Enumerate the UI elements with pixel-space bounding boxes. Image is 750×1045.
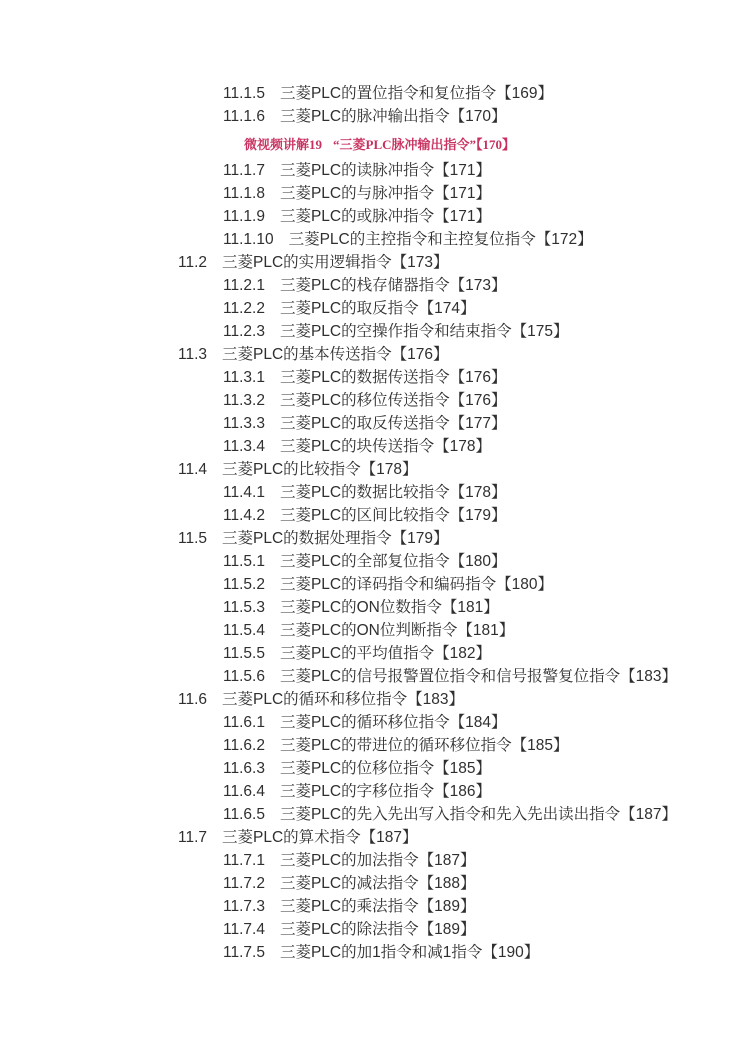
toc-entry <box>0 734 750 757</box>
video-note-entry <box>0 133 750 156</box>
toc-entry <box>0 435 750 458</box>
toc-entry-number: 11.5.2 <box>223 576 265 593</box>
toc-entry <box>0 849 750 872</box>
toc-entry <box>0 320 750 343</box>
toc-entry-number: 11.4.2 <box>223 507 265 524</box>
toc-entry-title: 三菱PLC的基本传送指令【176】 <box>222 346 449 363</box>
toc-entry-title: 三菱PLC的数据处理指令【179】 <box>222 530 449 547</box>
toc-entry-number: 11.7.4 <box>223 921 265 938</box>
toc-entry <box>0 389 750 412</box>
toc-entry <box>0 573 750 596</box>
toc-entry <box>0 205 750 228</box>
toc-entry-title: 三菱PLC的循环和移位指令【183】 <box>222 691 465 708</box>
toc-entry-number: 11.3 <box>178 346 208 363</box>
toc-entry <box>0 757 750 780</box>
toc-entry-title: 三菱PLC的空操作指令和结束指令【175】 <box>279 323 569 340</box>
toc-entry <box>0 274 750 297</box>
toc-entry <box>0 105 750 128</box>
toc-entry-title: 三菱PLC的读脉冲指令【171】 <box>279 162 491 179</box>
toc-entry-title: 三菱PLC的取反指令【174】 <box>279 300 476 317</box>
toc-entry-number: 11.3.1 <box>223 369 265 386</box>
toc-entry <box>0 251 750 274</box>
toc-entry-title: 三菱PLC的译码指令和编码指令【180】 <box>279 576 553 593</box>
toc-entry-title: 三菱PLC的与脉冲指令【171】 <box>279 185 491 202</box>
toc-entry-title: 三菱PLC的或脉冲指令【171】 <box>279 208 491 225</box>
toc-entry <box>0 412 750 435</box>
toc-entry-title: 三菱PLC的先入先出写入指令和先入先出读出指令【187】 <box>279 806 677 823</box>
toc-entry-number: 11.3.4 <box>223 438 265 455</box>
toc-entry <box>0 458 750 481</box>
toc-entry-number: 11.6.2 <box>223 737 265 754</box>
toc-entry <box>0 343 750 366</box>
toc-entry-title: 三菱PLC的信号报警置位指令和信号报警复位指令【183】 <box>279 668 677 685</box>
toc-entry-number: 11.1.9 <box>223 208 265 225</box>
toc-entry <box>0 228 750 251</box>
toc-entry-title: 三菱PLC的比较指令【178】 <box>222 461 418 478</box>
toc-entry-title: 三菱PLC的加1指令和减1指令【190】 <box>279 944 540 961</box>
toc-entry-number: 11.5.1 <box>223 553 265 570</box>
toc-entry-number: 11.2 <box>178 254 208 271</box>
toc-entry <box>0 596 750 619</box>
toc-entry-number: 11.2.3 <box>223 323 265 340</box>
toc-entry <box>0 82 750 105</box>
toc-entry-number: 11.6 <box>178 691 208 708</box>
toc-entry-number: 11.1.6 <box>223 108 265 125</box>
toc-entry-title: 三菱PLC的算术指令【187】 <box>222 829 418 846</box>
toc-entry-number: 11.5.6 <box>223 668 265 685</box>
toc-entry-number: 11.3.2 <box>223 392 265 409</box>
toc-entry-title: 三菱PLC的加法指令【187】 <box>279 852 476 869</box>
toc-entry-number: 11.4 <box>178 461 208 478</box>
toc-entry-title: 三菱PLC的字移位指令【186】 <box>279 783 491 800</box>
toc-entry <box>0 711 750 734</box>
toc-entry-number: 11.1.8 <box>223 185 265 202</box>
toc-entry <box>0 780 750 803</box>
toc-entry-number: 11.1.5 <box>223 85 265 102</box>
toc-entry-title: 三菱PLC的乘法指令【189】 <box>279 898 476 915</box>
toc-entry-title: 三菱PLC的带进位的循环移位指令【185】 <box>279 737 569 754</box>
toc-entry-number: 11.6.1 <box>223 714 265 731</box>
toc-entry-title: 三菱PLC的数据传送指令【176】 <box>279 369 507 386</box>
toc-entry-number: 11.5.4 <box>223 622 265 639</box>
toc-entry <box>0 642 750 665</box>
toc-entry-title: 三菱PLC的实用逻辑指令【173】 <box>222 254 449 271</box>
toc-entry-number: 11.7 <box>178 829 208 846</box>
toc-entry-title: 三菱PLC的减法指令【188】 <box>279 875 476 892</box>
toc-entry <box>0 527 750 550</box>
toc-entry-title: 三菱PLC的取反传送指令【177】 <box>279 415 507 432</box>
toc-entry-number: 11.6.5 <box>223 806 265 823</box>
toc-entry-number: 11.3.3 <box>223 415 265 432</box>
toc-entry <box>0 918 750 941</box>
toc-entry <box>0 366 750 389</box>
toc-entry <box>0 688 750 711</box>
toc-entry-title: 三菱PLC的移位传送指令【176】 <box>279 392 507 409</box>
toc-entry-number: 11.1.10 <box>223 231 274 248</box>
toc-entry-number: 11.7.5 <box>223 944 265 961</box>
toc-entry-number: 11.2.1 <box>223 277 265 294</box>
toc-entry <box>0 872 750 895</box>
toc-entry-title: 三菱PLC的数据比较指令【178】 <box>279 484 507 501</box>
toc-entry-number: 11.4.1 <box>223 484 265 501</box>
toc-entry-title: 三菱PLC的置位指令和复位指令【169】 <box>279 85 553 102</box>
toc-entry-number: 11.6.4 <box>223 783 265 800</box>
toc-entry <box>0 481 750 504</box>
toc-entry <box>0 895 750 918</box>
toc-entry <box>0 619 750 642</box>
toc-entry <box>0 803 750 826</box>
toc-entry <box>0 665 750 688</box>
toc-entry-number: 11.6.3 <box>223 760 265 777</box>
toc-entry-title: 三菱PLC的栈存储器指令【173】 <box>279 277 507 294</box>
toc-entry-title: 三菱PLC的全部复位指令【180】 <box>279 553 507 570</box>
toc-entry <box>0 941 750 964</box>
toc-entry <box>0 159 750 182</box>
toc-entry-number: 11.7.2 <box>223 875 265 892</box>
video-note-title: “三菱PLC脉冲输出指令”【170】 <box>333 137 516 152</box>
toc-entry <box>0 550 750 573</box>
toc-entry <box>0 297 750 320</box>
toc-entry-title: 三菱PLC的脉冲输出指令【170】 <box>279 108 507 125</box>
toc-entry-title: 三菱PLC的块传送指令【178】 <box>279 438 491 455</box>
video-note-label: 微视频讲解19 <box>244 137 323 152</box>
toc-entry <box>0 504 750 527</box>
toc-entry-title: 三菱PLC的主控指令和主控复位指令【172】 <box>288 231 593 248</box>
toc-entry-title: 三菱PLC的除法指令【189】 <box>279 921 476 938</box>
toc-entry-title: 三菱PLC的位移位指令【185】 <box>279 760 491 777</box>
toc-entry-number: 11.5.3 <box>223 599 265 616</box>
toc-entry-title: 三菱PLC的ON位判断指令【181】 <box>279 622 515 639</box>
toc-entry-number: 11.5 <box>178 530 208 547</box>
toc-entry <box>0 826 750 849</box>
toc-entry-number: 11.7.1 <box>223 852 265 869</box>
toc-entry-title: 三菱PLC的区间比较指令【179】 <box>279 507 507 524</box>
toc-entry-title: 三菱PLC的平均值指令【182】 <box>279 645 491 662</box>
toc-entry-number: 11.1.7 <box>223 162 265 179</box>
toc-entry-number: 11.5.5 <box>223 645 265 662</box>
toc-entry-number: 11.2.2 <box>223 300 265 317</box>
toc-entry <box>0 182 750 205</box>
toc-entry-title: 三菱PLC的循环移位指令【184】 <box>279 714 507 731</box>
toc-entry-number: 11.7.3 <box>223 898 265 915</box>
toc-entry-title: 三菱PLC的ON位数指令【181】 <box>279 599 499 616</box>
